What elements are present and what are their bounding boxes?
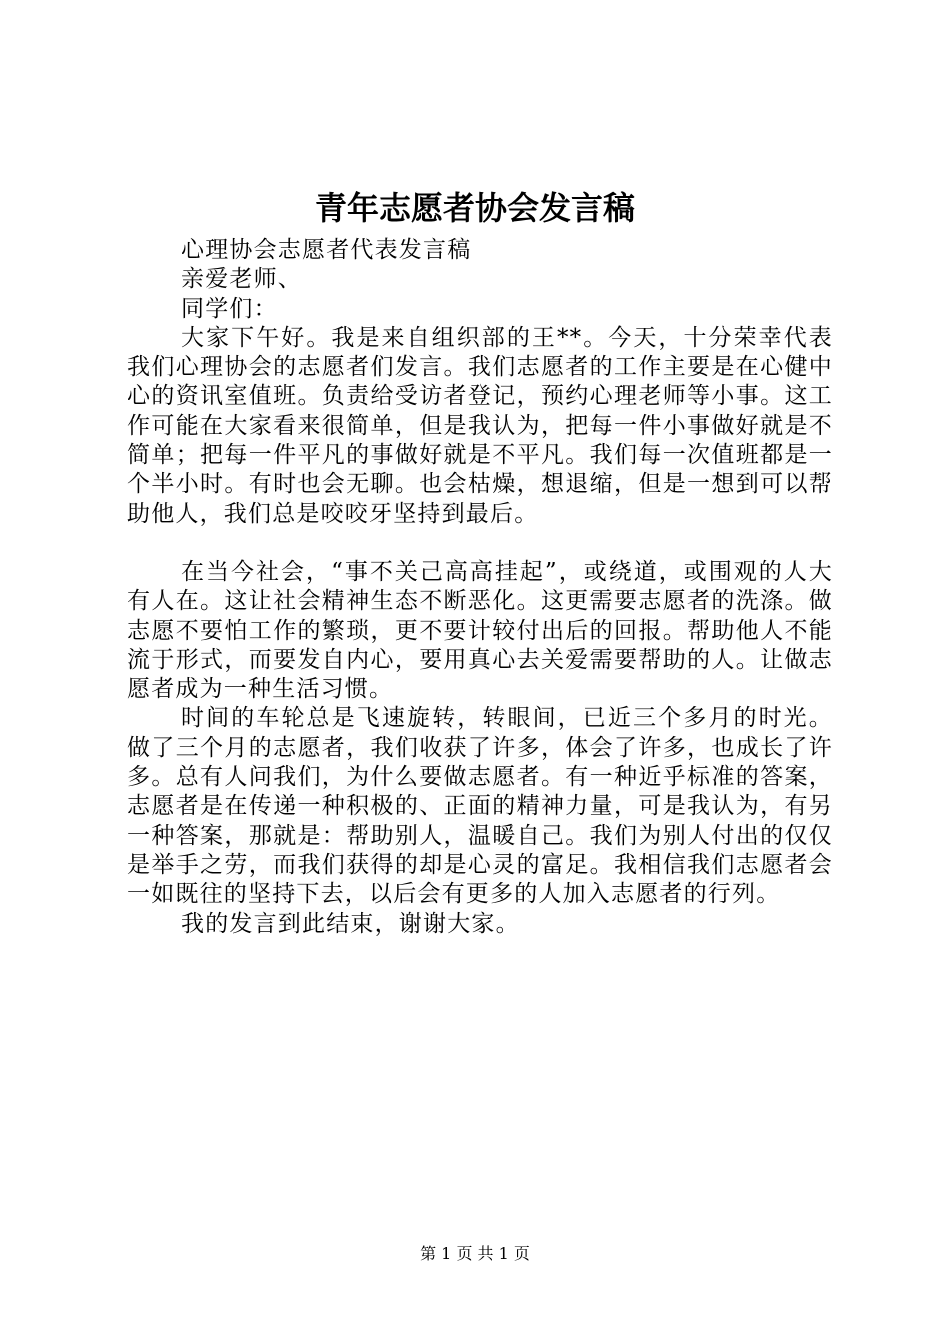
body-paragraph-1: 大家下午好。我是来自组织部的王**。今天，十分荣幸代表我们心理协会的志愿者们发言。我们志愿者的工作主要是在心健中心的资讯室值班。负责给受访者登记，预约心理老师等小事。这工作可能在大家看来很简单，但是我认为，把每一件小事做好就是不简单；把每一件平凡的事做好就是不平凡。我们每一次值班都是一个半小时。有时也会无聊。也会枯燥，想退缩，但是一想到可以帮助他人，我们总是咬咬牙坚持到最后。 — [127, 324, 833, 527]
document-title: 青年志愿者协会发言稿 — [314, 189, 635, 227]
body-paragraph-3: 时间的车轮总是飞速旋转，转眼间，已近三个多月的时光。做了三个月的志愿者，我们收获了许多，体会了许多，也成长了许多。总有人问我们，为什么要做志愿者。有一种近乎标准的答案，志愿者是在传递一种积极的、正面的精神力量，可是我认为，有另一种答案，那就是：帮助别人，温暖自己。我们为别人付出的仅仅是举手之劳，而我们获得的却是心灵的富足。我相信我们志愿者会一如既往的坚持下去，以后会有更多的人加入志愿者的行列。 — [127, 705, 833, 908]
closing-paragraph: 我的发言到此结束，谢谢大家。 — [181, 910, 520, 937]
body-paragraph-2: 在当今社会，“事不关己高高挂起”，或绕道，或围观的人大有人在。这让社会精神生态不断恶化。这更需要志愿者的洗涤。做志愿不要怕工作的繁琐，更不要计较付出后的回报。帮助他人不能流于形式，而要发自内心，要用真心去关爱需要帮助的人。让做志愿者成为一种生活习惯。 — [127, 558, 833, 703]
document-body — [127, 236, 833, 939]
salutation-line-1: 亲爱老师、 — [181, 266, 302, 293]
page-number-footer: 第 1 页 共 1 页 — [420, 1244, 530, 1263]
salutation-line-2: 同学们： — [181, 295, 278, 322]
subtitle-paragraph: 心理协会志愿者代表发言稿 — [181, 237, 472, 263]
